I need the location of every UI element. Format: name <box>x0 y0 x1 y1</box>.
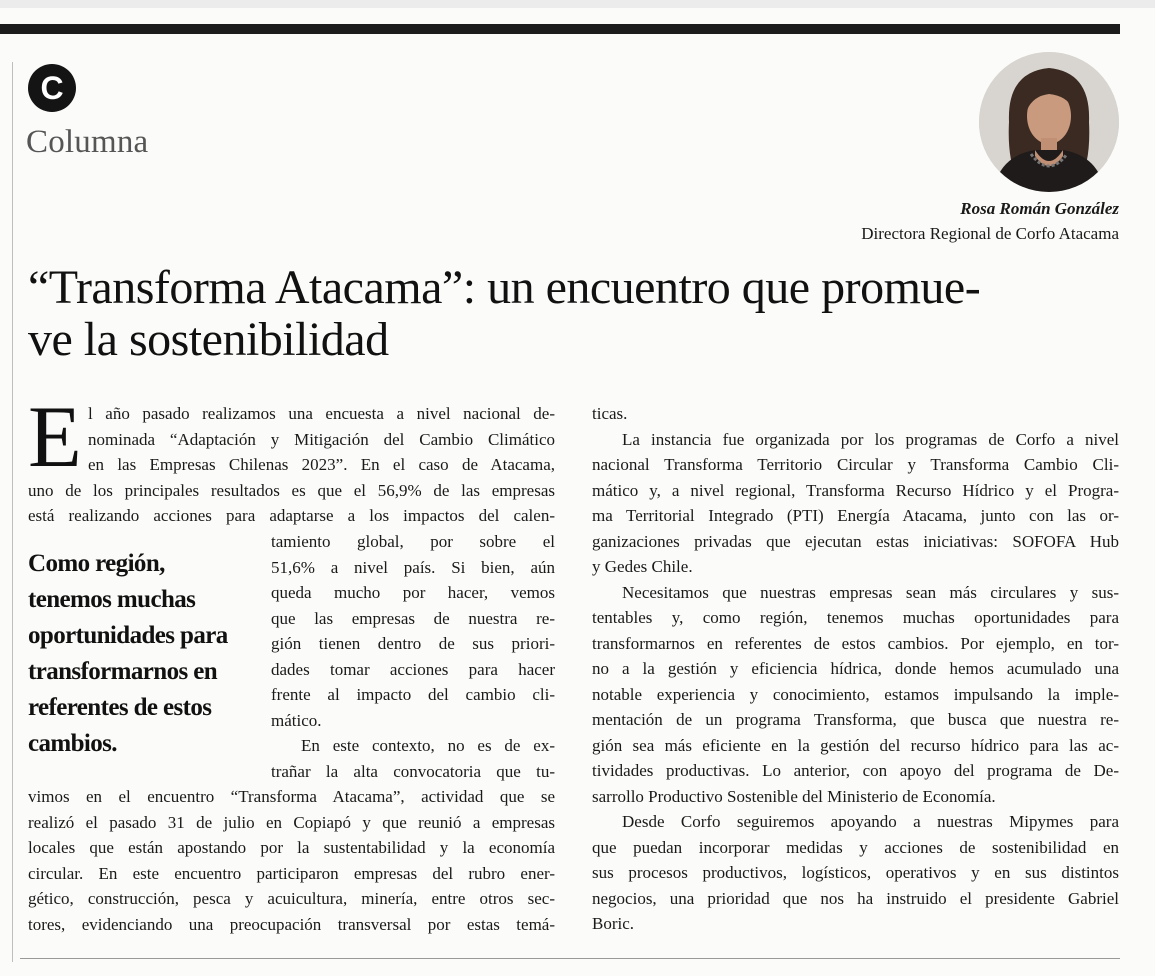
pull-quote-line: Como región, <box>28 550 165 577</box>
text-line: tamiento global, por sobre el <box>271 532 555 551</box>
section-label: Columna <box>26 124 149 160</box>
author-name: Rosa Román González <box>960 199 1119 218</box>
text-line: uno de los principales resultados es que el 56,9% de las empresas <box>28 480 555 500</box>
text-line: mentación de un programa Transforma, que busca que nuestra re- <box>592 710 1119 729</box>
text-line: Boric. <box>592 914 635 933</box>
text-line: tentables y, como región, tenemos muchas oportunidades para <box>592 608 1119 627</box>
text-line: en las Empresas Chilenas 2023”. En el caso de Atacama, <box>88 455 555 474</box>
text-line: circular. En este encuentro participaron empresas del rubro ener- <box>28 863 555 883</box>
text-line: vimos en el encuentro “Transforma Atacama”, actividad que se <box>28 787 555 806</box>
text-line: está realizando acciones para adaptarse a los impactos del calen- <box>28 506 555 525</box>
column-badge-icon: C <box>28 64 76 112</box>
pull-quote-line: transformarnos en <box>28 658 218 685</box>
article-column-2 <box>592 401 1119 937</box>
text-line: queda mucho por hacer, vemos <box>271 583 555 602</box>
headline-line: ve la sostenibilidad <box>28 313 389 366</box>
text-line: gión sea más eficiente en la gestión del recurso hídrico para las ac- <box>592 735 1119 755</box>
text-line: realizó el pasado 31 de julio en Copiapó y que reunió a empresas <box>28 812 555 832</box>
author-photo <box>979 52 1119 192</box>
text-line: mático y, a nivel regional, Transforma Recurso Hídrico y el Progra- <box>592 480 1119 500</box>
text-line: que puedan incorporar medidas y acciones de sostenibilidad en <box>592 837 1119 857</box>
headline-line: “Transforma Atacama”: un encuentro que promue- <box>28 261 981 314</box>
text-line: Necesitamos que nuestras empresas sean más circulares y sus- <box>622 582 1119 602</box>
article-column-1-intro <box>28 401 555 529</box>
pull-quote-line: referentes de estos <box>28 694 212 721</box>
text-line: tividades productivas. Lo anterior, con apoyo del programa de De- <box>592 761 1119 780</box>
author-role: Directora Regional de Corfo Atacama <box>861 224 1119 243</box>
headline <box>28 262 1128 366</box>
text-line: mático. <box>271 710 322 730</box>
article-column-1-bottom <box>28 784 555 937</box>
text-line: ticas. <box>592 404 628 423</box>
text-line: transformarnos en referentes de estos cambios. Por ejemplo, en tor- <box>592 633 1119 653</box>
text-line: tores, evidenciando una preocupación transversal por estas temá- <box>28 914 555 934</box>
pull-quote-line: oportunidades para <box>28 622 228 649</box>
text-line: locales que están apostando por la sustentabilidad y la economía <box>28 838 555 857</box>
text-line: l año pasado realizamos una encuesta a nivel nacional de- <box>88 404 555 423</box>
text-line: La instancia fue organizada por los programas de Corfo a nivel <box>622 429 1119 449</box>
text-line: notable experiencia y conocimiento, estamos impulsando la imple- <box>592 684 1119 704</box>
author-portrait-icon <box>979 52 1119 192</box>
pull-quote-line: tenemos muchas <box>28 586 196 613</box>
text-line: dades tomar acciones para hacer <box>271 659 555 679</box>
text-line: ganizaciones privadas que ejecutan estas iniciativas: SOFOFA Hub <box>592 531 1119 551</box>
text-line: nacional Transforma Territorio Circular y Transforma Cambio Cli- <box>592 455 1119 474</box>
text-line: trañar la alta convocatoria que tu- <box>271 761 555 781</box>
drop-cap: E <box>28 389 82 486</box>
text-line: frente al impacto del cambio cli- <box>271 685 555 704</box>
top-strip <box>0 0 1155 8</box>
text-line: ma Territorial Integrado (PTI) Energía Atacama, junto con las or- <box>592 506 1119 525</box>
text-line: negocios, una prioridad que nos ha instruido el presidente Gabriel <box>592 888 1119 908</box>
article-column-1-narrow <box>271 529 555 784</box>
text-line: Desde Corfo seguiremos apoyando a nuestras Mipymes para <box>622 812 1119 831</box>
text-line: gión tienen dentro de sus priori- <box>271 634 555 653</box>
text-line: gético, construcción, pesca y acuicultura, minería, entre otros sec- <box>28 889 555 908</box>
left-rule <box>12 62 13 962</box>
text-line: sarrollo Productivo Sostenible del Ministerio de Economía. <box>592 786 996 806</box>
text-line: En este contexto, no es de ex- <box>301 736 555 755</box>
text-line: y Gedes Chile. <box>592 557 693 576</box>
text-line: 51,6% a nivel país. Si bien, aún <box>271 557 555 577</box>
text-line: que las empresas de nuestra re- <box>271 608 555 628</box>
text-line: no a la gestión y eficiencia hídrica, donde hemos acumulado una <box>592 659 1119 678</box>
text-line: nominada “Adaptación y Mitigación del Cambio Climático <box>88 429 555 449</box>
pull-quote <box>28 546 268 762</box>
pull-quote-line: cambios. <box>28 730 117 757</box>
text-line: sus procesos productivos, logísticos, operativos y en sus distintos <box>592 863 1119 882</box>
bottom-rule <box>20 958 1120 959</box>
top-rule <box>0 24 1120 34</box>
